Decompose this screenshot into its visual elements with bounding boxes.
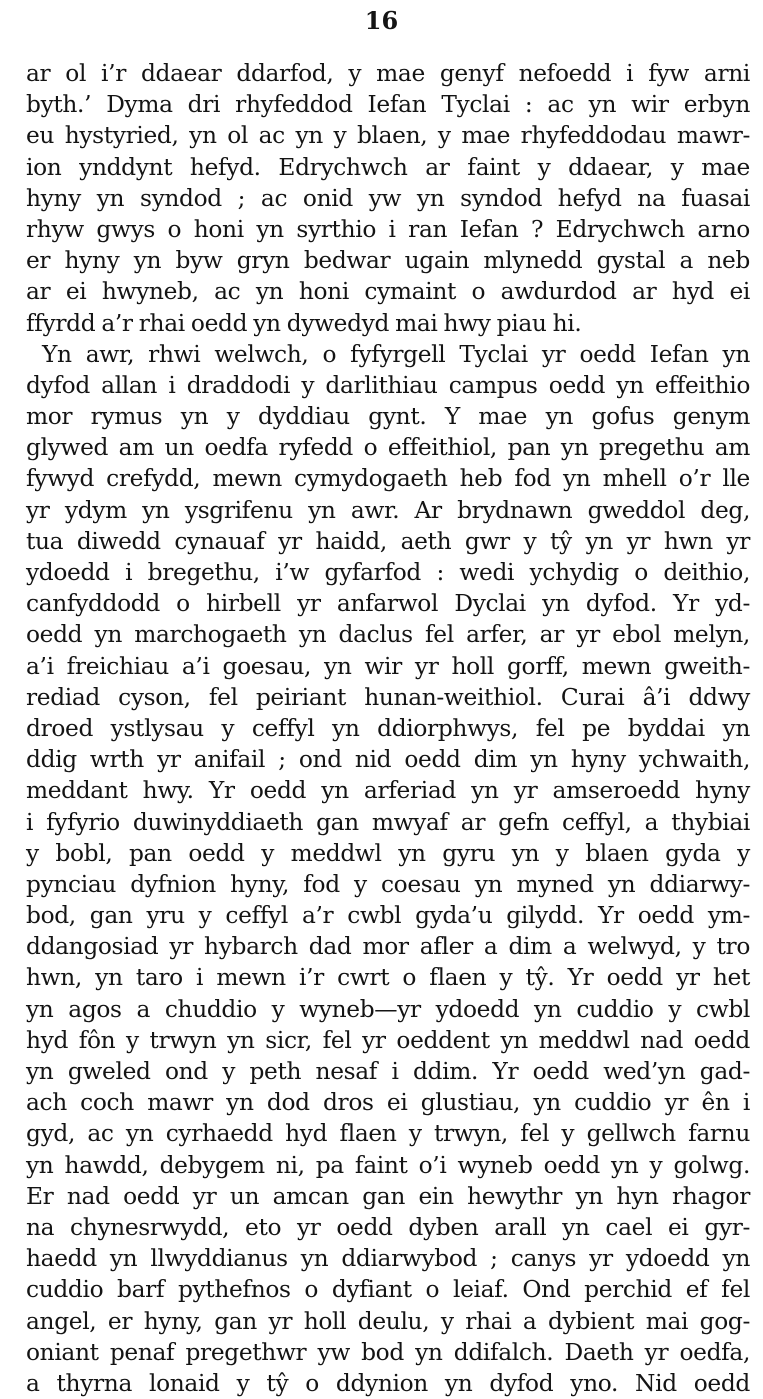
text-line: ar ei hwyneb, ac yn honi cymaint o awdurdod ar hyd ei <box>26 278 750 306</box>
text-line: i fyfyrio duwinyddiaeth gan mwyaf ar gefn ceffyl, a thybiai <box>26 808 750 836</box>
text-line: eu hystyried, yn ol ac yn y blaen, y mae rhyfeddodau mawr- <box>26 122 750 150</box>
text-line: dyfod allan i draddodi y darlithiau campus oedd yn effeithio <box>26 371 750 399</box>
text-line: yn hawdd, debygem ni, pa faint o’i wyneb oedd yn y golwg. <box>26 1151 750 1179</box>
text-line: ion ynddynt hefyd. Edrychwch ar faint y ddaear, y mae <box>26 153 750 181</box>
text-line: ddig wrth yr anifail ; ond nid oedd dim yn hyny ychwaith, <box>26 746 750 774</box>
text-line: yr ydym yn ysgrifenu yn awr. Ar brydnawn gweddol deg, <box>26 496 750 524</box>
text-line: ffyrdd a’r rhai oedd yn dywedyd mai hwy piau hi. <box>26 309 582 337</box>
text-line: a thyrna lonaid y tŷ o ddynion yn dyfod yno. Nid oedd <box>26 1369 750 1397</box>
text-line: ydoedd i bregethu, i’w gyfarfod : wedi ychydig o deithio, <box>26 559 750 586</box>
text-line: ach coch mawr yn dod dros ei glustiau, yn cuddio yr ên i <box>26 1089 750 1117</box>
text-line: angel, er hyny, gan yr holl deulu, y rhai a dybient mai gog- <box>26 1307 750 1335</box>
text-line: fywyd crefydd, mewn cymydogaeth heb fod yn mhell o’r lle <box>26 465 750 493</box>
text-line: yn gweled ond y peth nesaf i ddim. Yr oedd wed’yn gad- <box>26 1058 750 1085</box>
text-line: droed ystlysau y ceffyl yn ddiorphwys, fel pe byddai yn <box>26 714 750 742</box>
text-line: ddangosiad yr hybarch dad mor afler a dim a welwyd, y tro <box>26 933 750 961</box>
text-line: haedd yn llwyddianus yn ddiarwybod ; canys yr ydoedd yn <box>26 1245 750 1273</box>
text-line: a’i freichiau a’i goesau, yn wir yr holl gorff, mewn gweith- <box>26 652 750 680</box>
text-line: rediad cyson, fel peiriant hunan-weithiol. Curai â’i ddwy <box>26 683 750 711</box>
text-line: Yn awr, rhwi welwch, o fyfyrgell Tyclai yr oedd Iefan yn <box>42 340 750 368</box>
text-line: y bobl, pan oedd y meddwl yn gyru yn y blaen gyda y <box>26 839 750 867</box>
text-line: oniant penaf pregethwr yw bod yn ddifalch. Daeth yr oedfa, <box>26 1338 750 1366</box>
text-line: oedd yn marchogaeth yn daclus fel arfer, ar yr ebol melyn, <box>26 621 750 649</box>
text-line: meddant hwy. Yr oedd yn arferiad yn yr amseroedd hyny <box>26 777 750 805</box>
text-line: cuddio barf pythefnos o dyfiant o leiaf. Ond perchid ef fel <box>26 1276 750 1304</box>
text-line: bod, gan yru y ceffyl a’r cwbl gyda’u gilydd. Yr oedd ym- <box>26 902 750 930</box>
text-line: hyny yn syndod ; ac onid yw yn syndod hefyd na fuasai <box>26 184 750 212</box>
text-line: tua diwedd cynauaf yr haidd, aeth gwr y tŷ yn yr hwn yr <box>26 527 750 555</box>
text-line: glywed am un oedfa ryfedd o effeithiol, pan yn pregethu am <box>26 434 750 462</box>
text-line: yn agos a chuddio y wyneb—yr ydoedd yn cuddio y cwbl <box>26 995 750 1023</box>
text-line: mor rymus yn y dyddiau gynt. Y mae yn gofus genym <box>26 403 750 431</box>
text-line: gyd, ac yn cyrhaedd hyd flaen y trwyn, fel y gellwch farnu <box>26 1120 750 1148</box>
text-line: pynciau dyfnion hyny, fod y coesau yn myned yn ddiarwy- <box>26 870 750 898</box>
text-line: na chynesrwydd, eto yr oedd dyben arall yn cael ei gyr- <box>26 1213 750 1241</box>
body-text <box>26 58 750 1399</box>
text-line: er hyny yn byw gryn bedwar ugain mlynedd gystal a neb <box>26 247 750 275</box>
text-line: ar ol i’r ddaear ddarfod, y mae genyf nefoedd i fyw arni <box>26 60 750 87</box>
text-line: rhyw gwys o honi yn syrthio i ran Iefan ? Edrychwch arno <box>26 215 750 243</box>
text-line: canfyddodd o hirbell yr anfarwol Dyclai yn dyfod. Yr yd- <box>26 590 750 618</box>
page-number: 16 <box>364 6 399 35</box>
text-line: hyd fôn y trwyn yn sicr, fel yr oeddent yn meddwl nad oedd <box>26 1026 750 1054</box>
text-line: Er nad oedd yr un amcan gan ein hewythr yn hyn rhagor <box>26 1182 750 1210</box>
text-line: hwn, yn taro i mewn i’r cwrt o flaen y tŷ. Yr oedd yr het <box>26 964 750 992</box>
text-line: byth.’ Dyma dri rhyfeddod Iefan Tyclai : ac yn wir erbyn <box>26 91 750 119</box>
